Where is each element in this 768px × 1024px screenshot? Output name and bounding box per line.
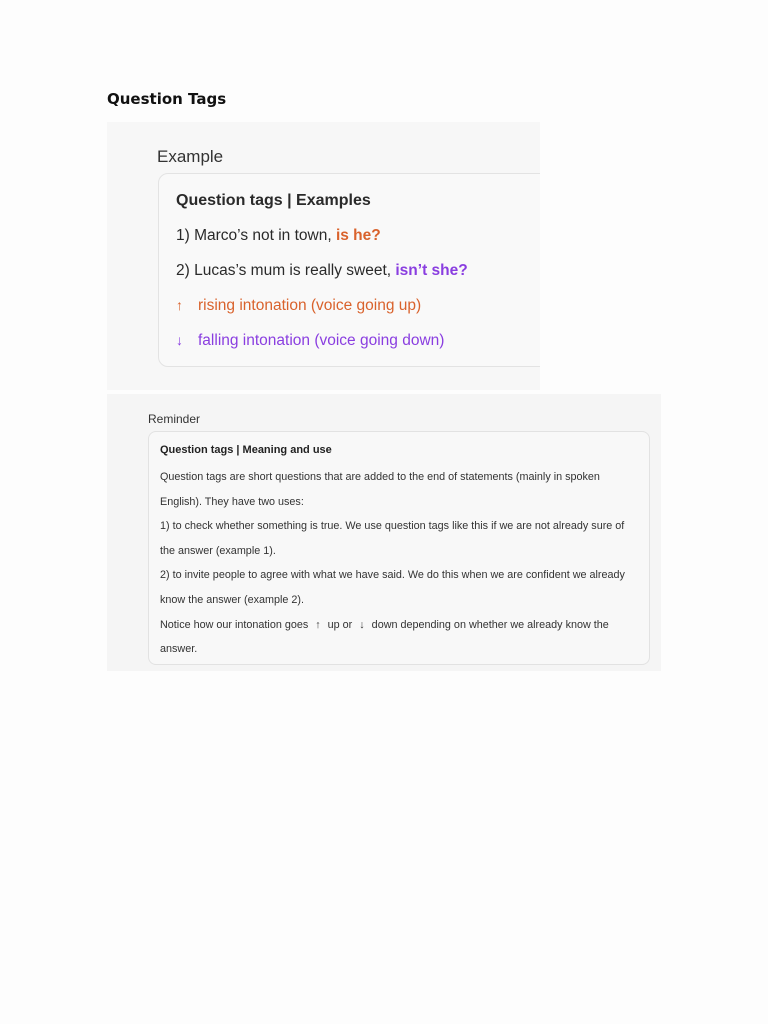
arrow-up-icon: ↑ bbox=[176, 297, 183, 313]
reminder-paragraph-3: 2) to invite people to agree with what we have said. We do this when we are confident we already know the answer (example 2). bbox=[160, 569, 625, 606]
reminder-body bbox=[160, 465, 642, 662]
arrow-down-icon: ↓ bbox=[176, 332, 183, 348]
example-card-title: Question tags | Examples bbox=[176, 192, 371, 209]
reminder-panel bbox=[107, 394, 661, 671]
example-line-1-text: 1) Marco’s not in town, bbox=[176, 227, 336, 244]
small-arrow-up-icon: ↑ bbox=[315, 618, 321, 631]
rising-intonation-label: rising intonation (voice going up) bbox=[198, 297, 422, 314]
reminder-card bbox=[148, 431, 650, 665]
reminder-paragraph-2: 1) to check whether something is true. We use question tags like this if we are not already sure of the answer (example 1). bbox=[160, 520, 625, 557]
falling-intonation-label: falling intonation (voice going down) bbox=[198, 332, 445, 349]
example-panel bbox=[107, 122, 540, 390]
reminder-card-title: Question tags | Meaning and use bbox=[160, 444, 332, 456]
example-line-2-tag: isn’t she? bbox=[395, 262, 468, 279]
example-card bbox=[158, 173, 540, 367]
example-heading: Example bbox=[157, 147, 224, 166]
document-title: Question Tags bbox=[107, 90, 227, 108]
small-arrow-down-icon: ↓ bbox=[359, 618, 365, 631]
example-line-1-tag: is he? bbox=[335, 227, 381, 244]
rising-intonation-legend bbox=[176, 297, 421, 315]
example-line-2 bbox=[176, 262, 468, 280]
reminder-p4-mid: up or bbox=[324, 618, 356, 631]
example-line-1 bbox=[176, 227, 381, 245]
reminder-paragraph-1: Question tags are short questions that are added to the end of statements (mainly in spoken English). They have two uses: bbox=[160, 471, 600, 508]
example-line-2-text: 2) Lucas’s mum is really sweet, bbox=[176, 262, 396, 279]
reminder-paragraph-4 bbox=[160, 613, 642, 662]
reminder-p4-end: down depending on whether we already know the answer. bbox=[160, 618, 609, 656]
reminder-heading: Reminder bbox=[148, 412, 201, 426]
reminder-p4-start: Notice how our intonation goes bbox=[160, 618, 312, 631]
falling-intonation-legend bbox=[176, 332, 444, 350]
